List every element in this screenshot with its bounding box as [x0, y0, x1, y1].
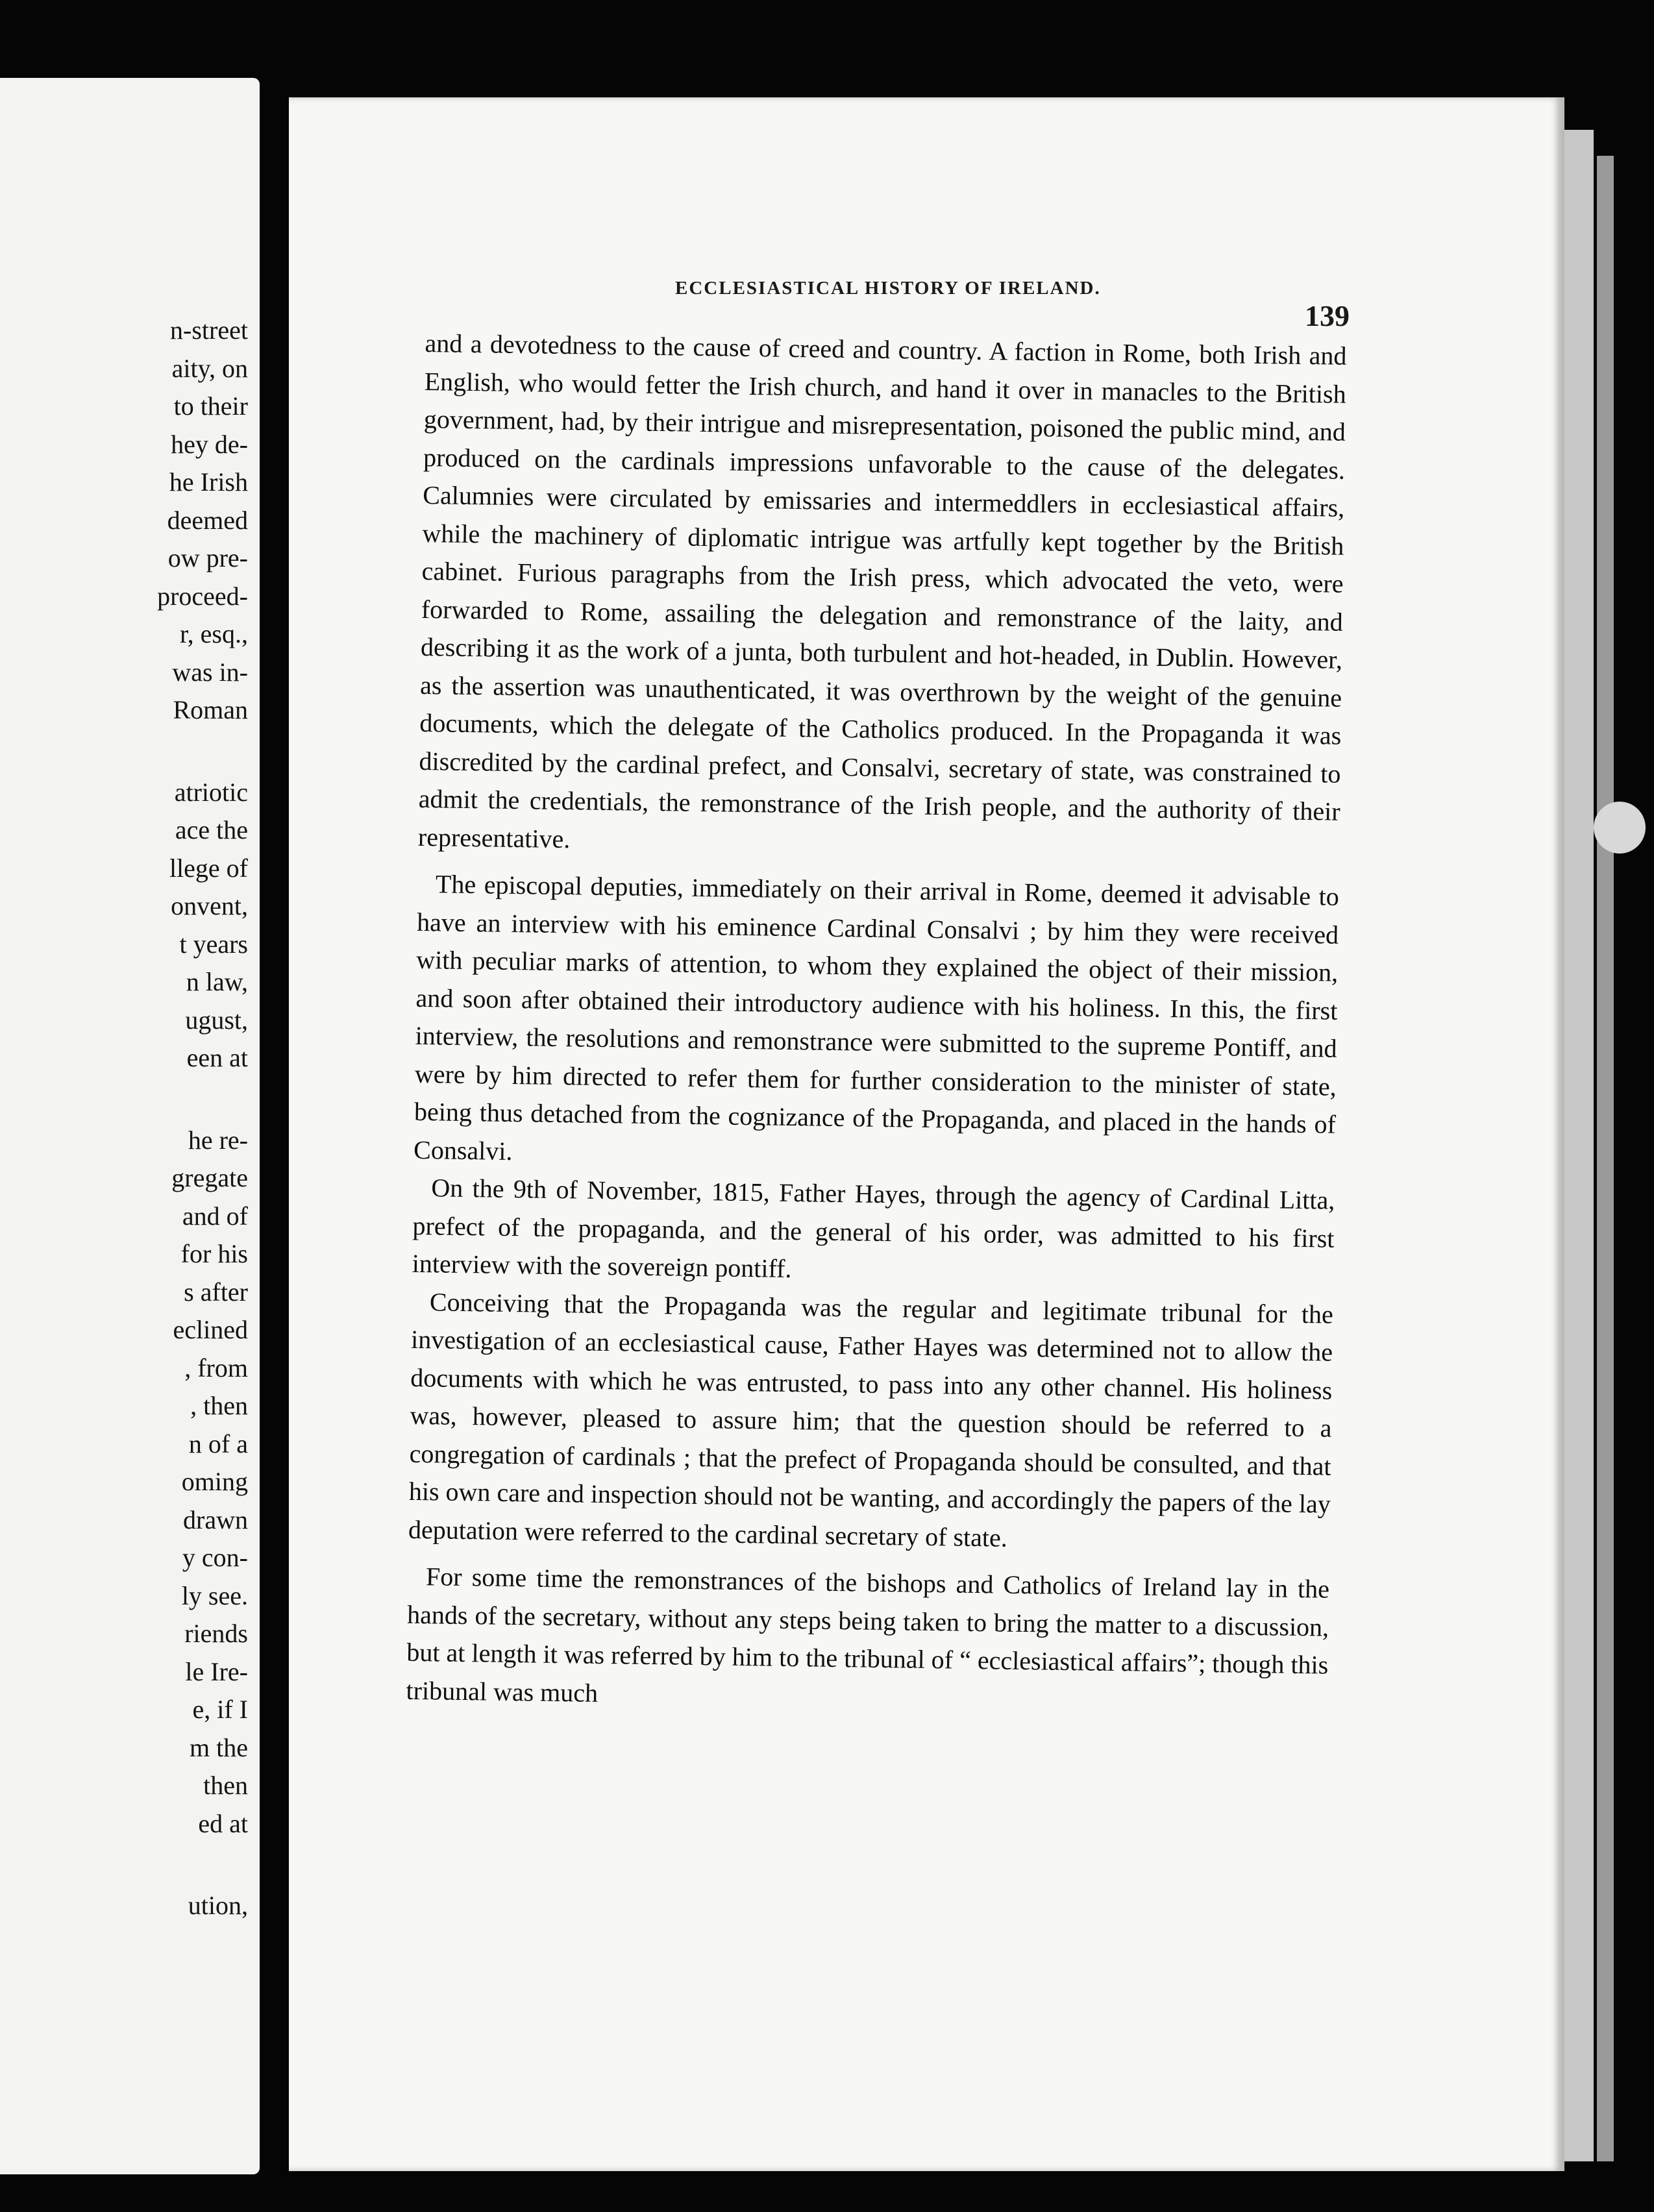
left-page-line: deemed	[167, 505, 248, 535]
left-page-line: to their	[173, 391, 248, 421]
body-text	[406, 325, 1347, 1723]
paragraph: On the 9th of November, 1815, Father Hayes, through the agency of Cardinal Litta, prefect of the propaganda, and the general of his order, was admitted to his first interview with the sovereign pontiff.	[412, 1173, 1335, 1284]
left-page-line: for his	[180, 1239, 248, 1268]
left-page-line: ly see.	[181, 1580, 248, 1610]
left-page-line: oming	[181, 1467, 248, 1496]
left-page-line: m the	[190, 1732, 248, 1762]
left-page-line: ed at	[198, 1808, 248, 1838]
left-page-line: Roman	[173, 695, 248, 724]
page-number: 139	[1305, 299, 1350, 332]
book-cover-edge	[1597, 156, 1614, 2161]
left-page-line: n law,	[186, 967, 248, 996]
left-page	[0, 78, 260, 2174]
left-page-line	[14, 1077, 248, 1122]
left-page-line: ugust,	[185, 1005, 248, 1035]
left-page-line: llege of	[169, 853, 248, 883]
left-page-line: n of a	[188, 1429, 248, 1458]
left-page-line: riends	[184, 1619, 248, 1648]
left-page-line: r, esq.,	[179, 619, 248, 648]
left-page-line: and of	[182, 1201, 248, 1231]
left-page-line: drawn	[183, 1505, 248, 1534]
left-page-line: then	[203, 1771, 248, 1800]
left-page-line: y con-	[182, 1543, 248, 1572]
left-page-line: gregate	[171, 1163, 248, 1192]
left-page-line: proceed-	[157, 581, 248, 611]
left-page-line	[14, 730, 248, 774]
left-page-line: onvent,	[171, 891, 248, 920]
paragraph: For some time the remonstrances of the bishops and Catholics of Ireland lay in the hands of the secretary, without any steps being taken to bring the matter to a discussion, but at length it was referred by him to the tribunal of “ ecclesiastical affairs”; though this tribunal was much	[406, 1562, 1330, 1708]
page-edge	[1564, 130, 1594, 2161]
left-page-line: ution,	[188, 1891, 248, 1920]
left-page-line: aity, on	[171, 353, 248, 383]
paragraph: and a devotedness to the cause of creed and country. A faction in Rome, both Irish and English, who would fetter the Irish church, and hand it over in manacles to the British government, had, by their intrigue and misrepresentation, poisoned the public mind, and produced on the cardinals impressions unfavorable to the cause of the delegates. Calumnies were circulated by emissaries and intermeddlers in ecclesiastical affairs, while the machinery of diplomatic intrigue was artfully kept together by the British cabinet. Furious paragraphs from the Irish press, which advocated the veto, were forwarded to Rome, assailing the delegation and remonstrance of the laity, and describing it as the work of a junta, both turbulent and hot-headed, in Dublin. However, as the assertion was unauthenticated, it was overthrown by the weight of the genuine documents, which the delegate of the Catholics produced. In the Propaganda it was discredited by the cardinal prefect, and Consalvi, secretary of state, was constrained to admit the credentials, the remonstrance of the Irish people, and the authority of their representative.	[417, 328, 1347, 854]
left-page-line: ow pre-	[167, 543, 248, 572]
left-page-line: e, if I	[192, 1695, 248, 1724]
left-page-line: le Ire-	[185, 1656, 248, 1686]
scan-blemish	[1594, 802, 1646, 854]
left-page-line: , from	[184, 1353, 248, 1382]
left-page-line: een at	[186, 1043, 248, 1072]
left-page-line: s after	[184, 1277, 248, 1307]
left-page-line: n-street	[170, 315, 248, 345]
left-page-line: hey de-	[171, 429, 248, 459]
left-page-line	[14, 1843, 248, 1887]
left-page-line: atriotic	[174, 777, 248, 807]
left-page-line: ace the	[175, 815, 248, 844]
left-page-line: eclined	[173, 1315, 248, 1344]
left-page-line: , then	[190, 1391, 248, 1420]
paragraph: Conceiving that the Propaganda was the regular and legitimate tribunal for the investigation of an ecclesiastical cause, Father Hayes was determined not to allow the documents with which he was entrusted, to pass into any other channel. His holiness was, however, pleased to assure him; that the question should be referred to a congregation of cardinals ; that the prefect of Propaganda should be consulted, and that his own care and inspection should not be wanting, and accordingly the papers of the lay deputation were referred to the cardinal secretary of state.	[408, 1286, 1334, 1553]
paragraph: The episcopal deputies, immediately on their arrival in Rome, deemed it advisable to have an interview with his eminence Cardinal Consalvi ; by him they were received with peculiar marks of attention, to whom they explained the object of their mission, and soon after obtained their introductory audience with his holiness. In this, the first interview, the resolutions and remonstrance were submitted to the supreme Pontiff, and were by him directed to refer them for further consideration to the minister of state, being thus detached from the cognizance of the Propaganda, and placed in the hands of Consalvi.	[413, 869, 1340, 1166]
left-page-line: was in-	[172, 657, 248, 687]
running-head: ECCLESIASTICAL HISTORY OF IRELAND.	[675, 278, 1101, 299]
left-page-line: he re-	[188, 1125, 248, 1155]
left-page-text	[14, 312, 248, 1925]
left-page-line: he Irish	[169, 467, 248, 497]
left-page-line: t years	[179, 929, 248, 959]
